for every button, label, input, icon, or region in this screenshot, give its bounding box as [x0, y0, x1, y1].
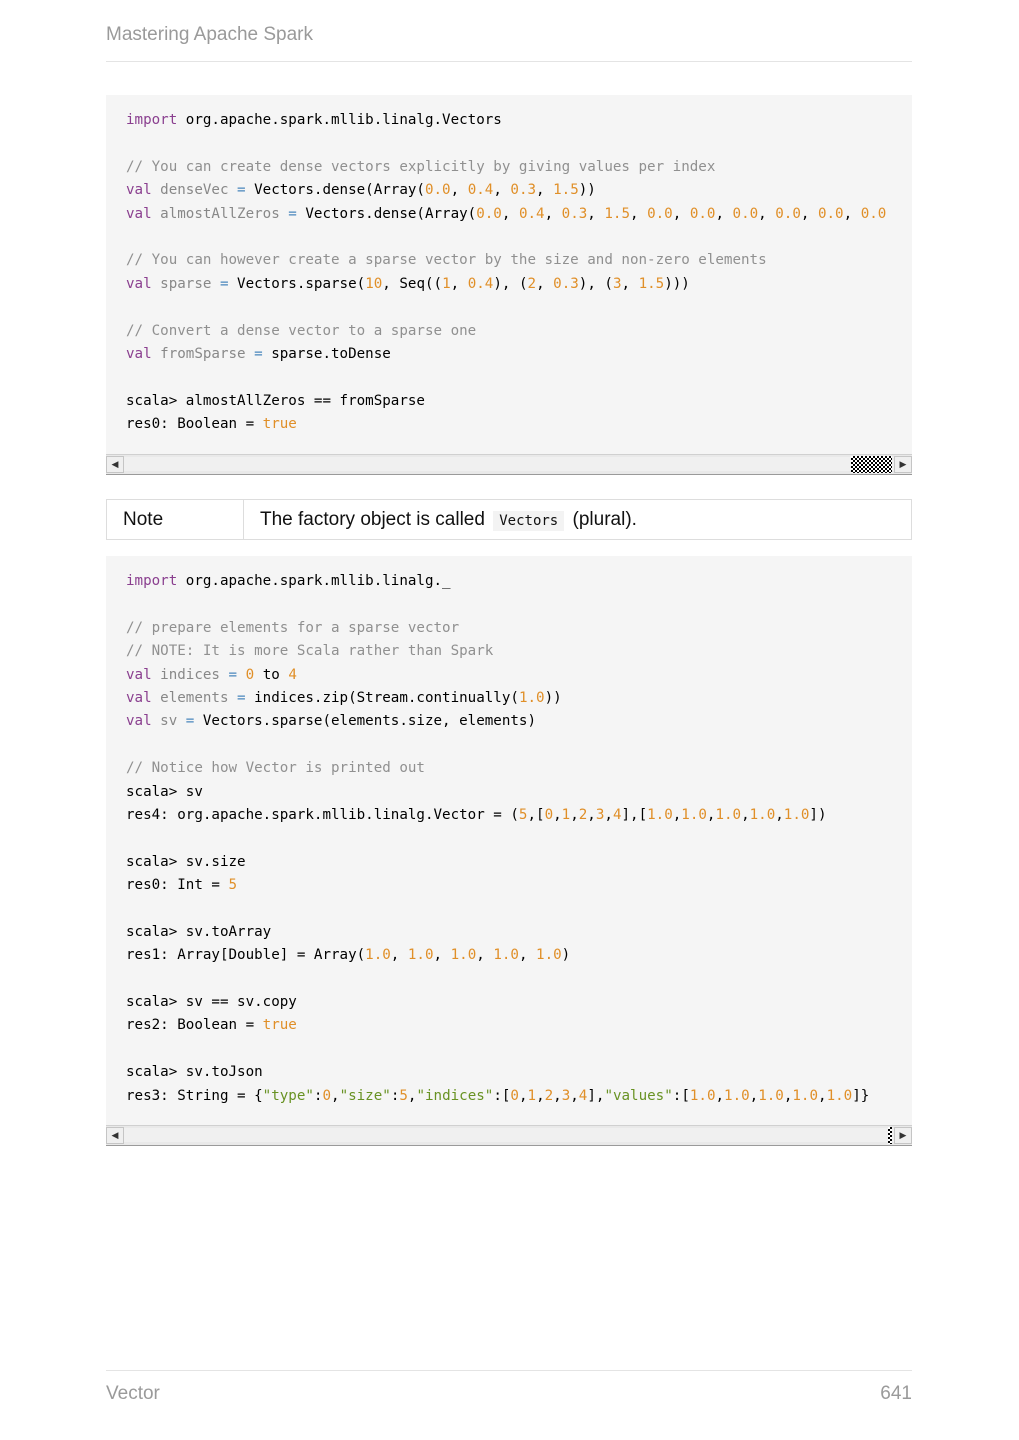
scroll-left-arrow-icon[interactable]: ◀: [106, 1127, 124, 1144]
code-block-sparse-vector: [106, 556, 912, 1146]
code-comment: // Convert a dense vector to a sparse one: [126, 322, 477, 339]
code-comment: // You can however create a sparse vector by the size and non-zero elements: [126, 252, 767, 269]
code-line: res2: Boolean = true: [126, 1017, 297, 1034]
code-listing: [106, 95, 912, 436]
book-title: Mastering Apache Spark: [106, 24, 314, 45]
code-line: scala> sv: [126, 783, 203, 800]
note-admonition: [106, 499, 912, 540]
code-line: val denseVec = Vectors.dense(Array(0.0, 0.4, 0.3, 1.5)): [126, 182, 596, 199]
code-block-vectors: [106, 95, 912, 475]
code-line: val sv = Vectors.sparse(elements.size, elements): [126, 713, 537, 730]
code-line: scala> sv.toJson: [126, 1064, 263, 1081]
page-footer: [106, 1370, 912, 1404]
code-line: scala> sv.size: [126, 853, 246, 870]
note-text: The factory object is called Vectors (plural).: [260, 509, 637, 530]
horizontal-scrollbar[interactable]: [106, 454, 912, 475]
code-line: res0: Boolean = true: [126, 416, 297, 433]
scrollbar-thumb[interactable]: [851, 456, 892, 473]
code-line: val sparse = Vectors.sparse(10, Seq((1, 0.4), (2, 0.3), (3, 1.5))): [126, 275, 690, 292]
code-line: scala> sv == sv.copy: [126, 994, 297, 1011]
code-comment: // You can create dense vectors explicitly by giving values per index: [126, 158, 716, 175]
code-comment: // NOTE: It is more Scala rather than Spark: [126, 643, 494, 660]
scrollbar-track[interactable]: [124, 1128, 894, 1142]
code-listing: [106, 556, 912, 1108]
code-line: val elements = indices.zip(Stream.continually(1.0)): [126, 689, 562, 706]
code-line: import org.apache.spark.mllib.linalg._: [126, 573, 451, 589]
code-line: import org.apache.spark.mllib.linalg.Vectors: [126, 112, 502, 128]
code-line: res1: Array[Double] = Array(1.0, 1.0, 1.0, 1.0, 1.0): [126, 947, 571, 964]
code-line: res0: Int = 5: [126, 877, 238, 894]
code-comment: // prepare elements for a sparse vector: [126, 619, 460, 636]
code-line: val fromSparse = sparse.toDense: [126, 345, 391, 362]
footer-section-title: Vector: [106, 1383, 160, 1404]
code-line: res4: org.apache.spark.mllib.linalg.Vector = (5,[0,1,2,3,4],[1.0,1.0,1.0,1.0,1.0]): [126, 806, 827, 823]
code-line: val almostAllZeros = Vectors.dense(Array(0.0, 0.4, 0.3, 1.5, 0.0, 0.0, 0.0, 0.0, 0.0, 0.0: [126, 205, 887, 222]
code-line: scala> almostAllZeros == fromSparse: [126, 392, 425, 409]
scroll-right-arrow-icon[interactable]: ▶: [894, 456, 912, 473]
page-header: [106, 24, 912, 62]
scrollbar-track[interactable]: [124, 457, 894, 471]
scroll-right-arrow-icon[interactable]: ▶: [894, 1127, 912, 1144]
code-comment: // Notice how Vector is printed out: [126, 760, 425, 777]
code-line: res3: String = {"type":0,"size":5,"indices":[0,1,2,3,4],"values":[1.0,1.0,1.0,1.0,1.0]}: [126, 1087, 870, 1104]
scroll-left-arrow-icon[interactable]: ◀: [106, 456, 124, 473]
scrollbar-thumb[interactable]: [888, 1127, 892, 1144]
horizontal-scrollbar[interactable]: [106, 1125, 912, 1146]
note-label: Note: [107, 500, 244, 539]
inline-code: Vectors: [493, 511, 564, 531]
page-number: 641: [880, 1383, 912, 1404]
code-line: val indices = 0 to 4: [126, 666, 297, 683]
code-line: scala> sv.toArray: [126, 923, 272, 940]
